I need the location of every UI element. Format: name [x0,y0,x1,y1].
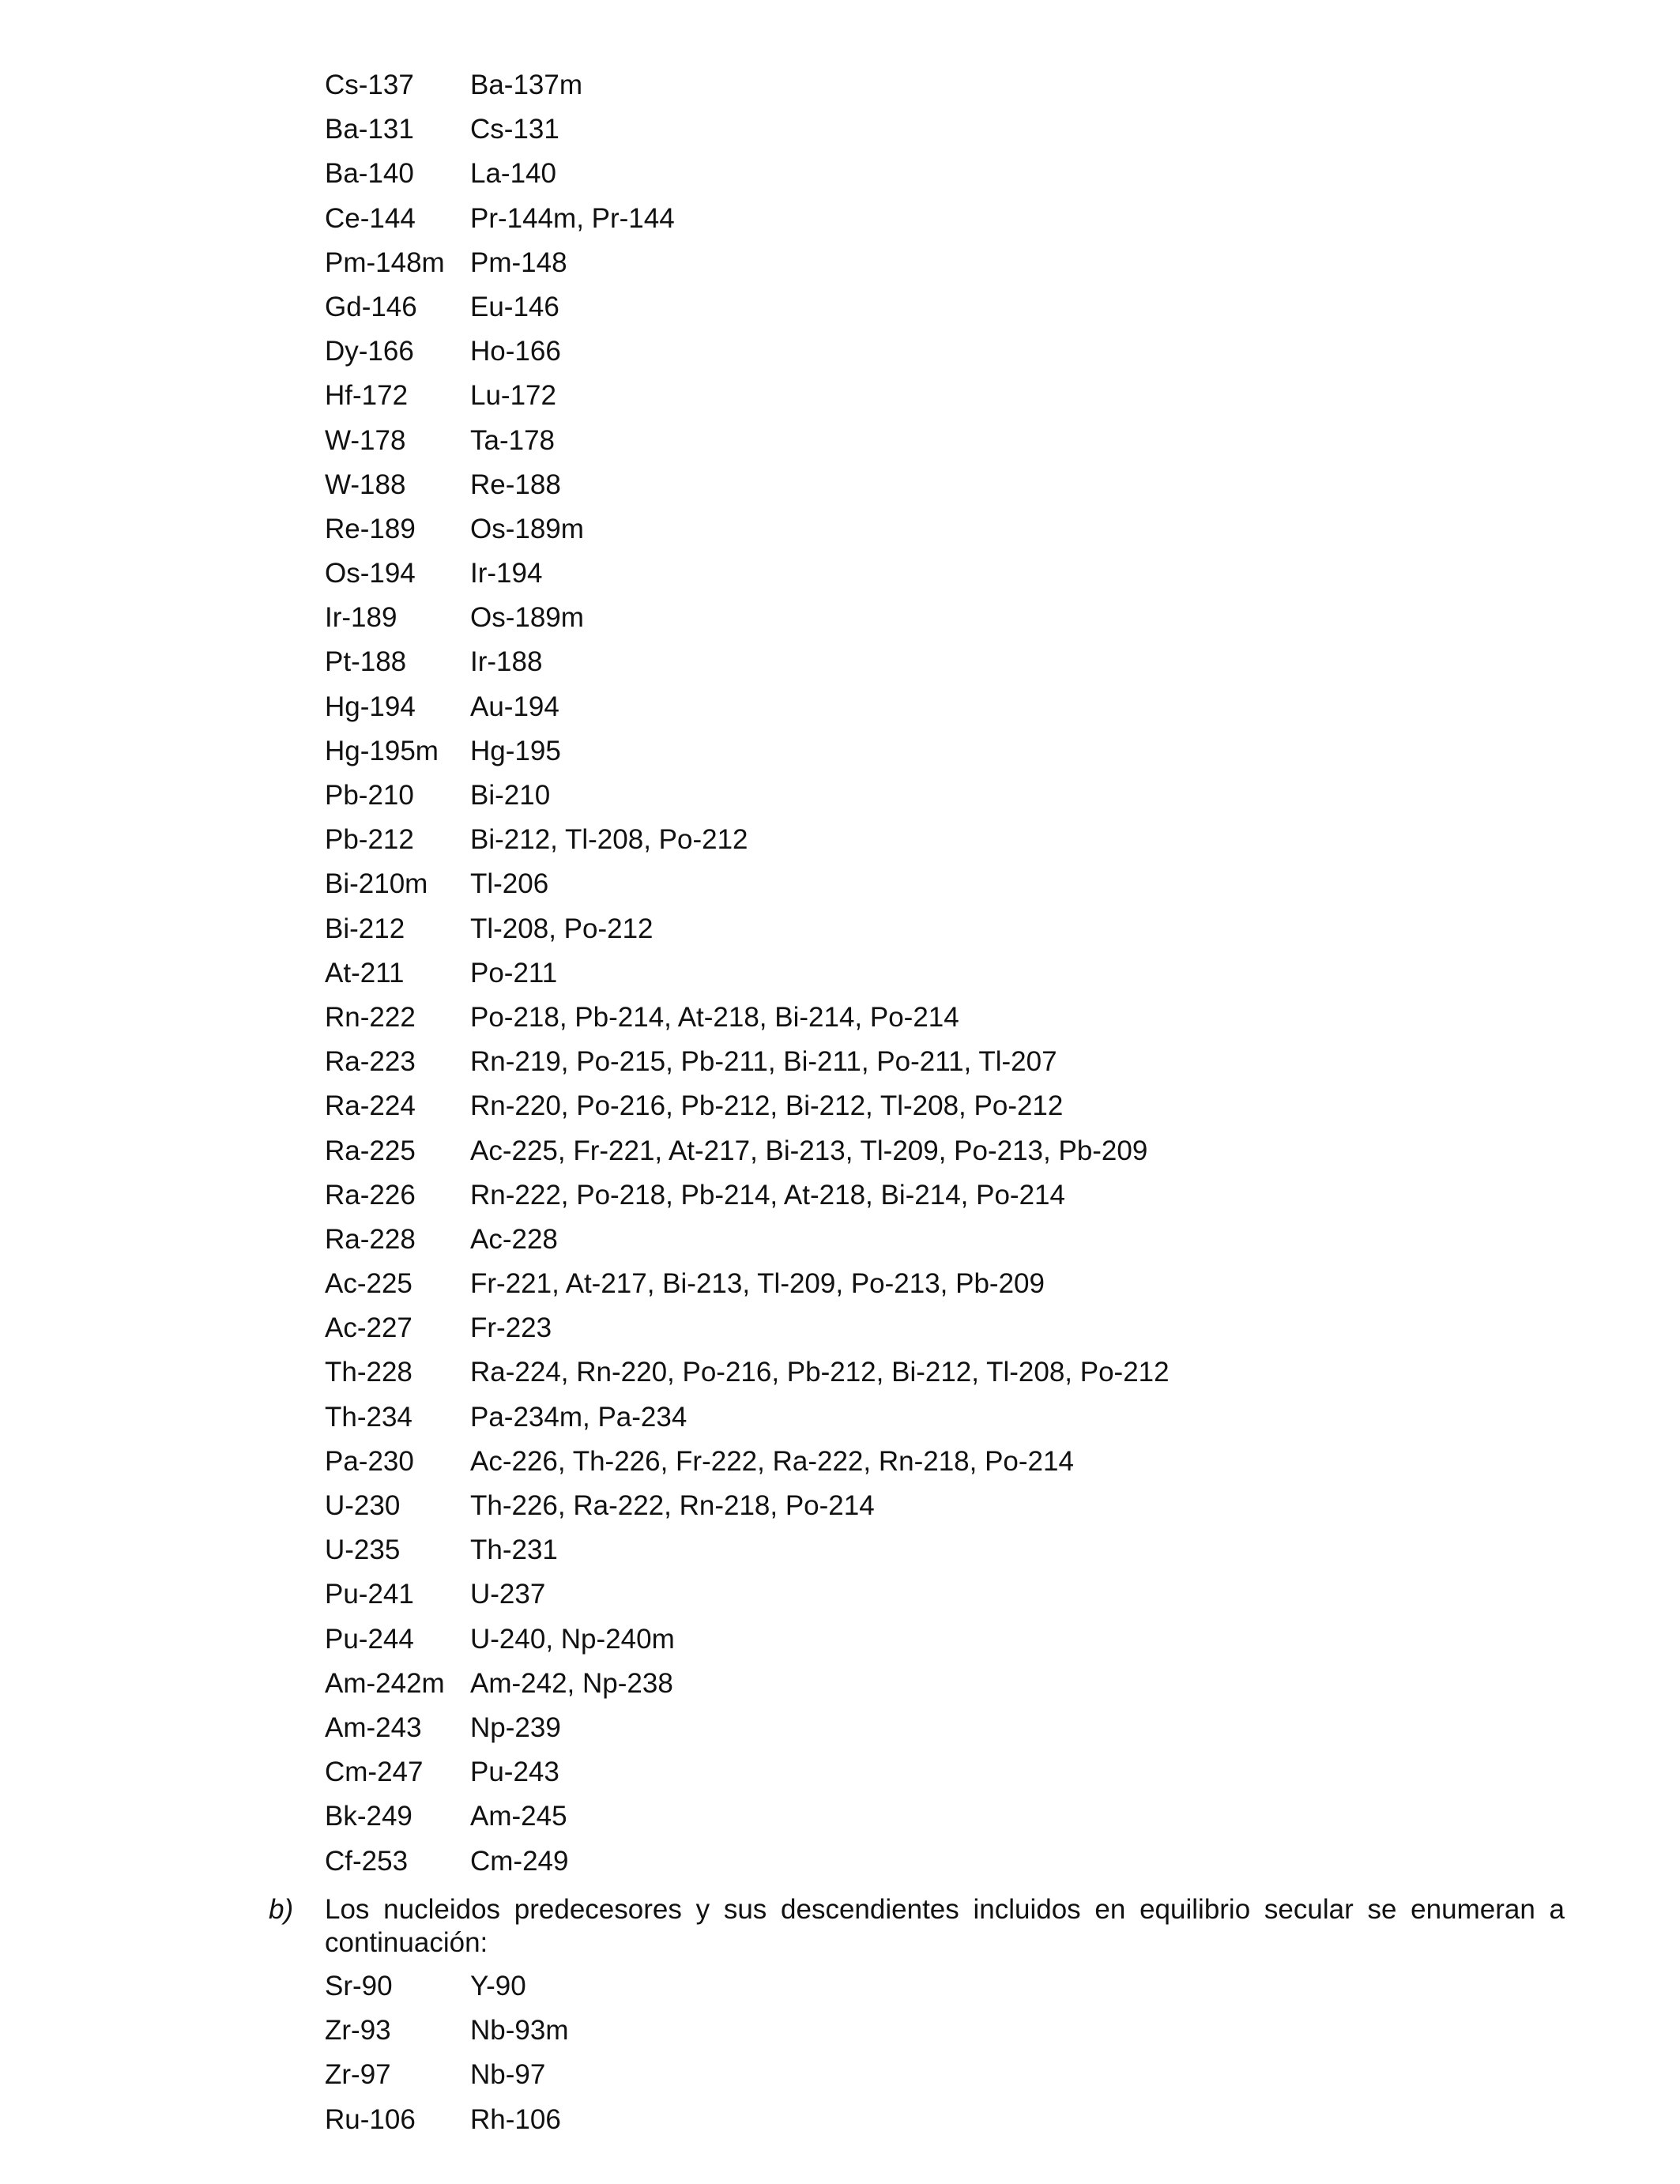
nuclide-row [325,1040,1565,1084]
parent-nuclide: U-230 [325,1490,401,1521]
parent-nuclide: Pt-188 [325,646,407,678]
descendant-nuclides: Rn-222, Po-218, Pb-214, At-218, Bi-214, Po-214 [470,1179,1065,1211]
descendant-nuclides: Th-231 [470,1534,558,1566]
nuclide-row [325,1484,1565,1528]
parent-nuclide: Zr-93 [325,2015,391,2047]
parent-nuclide: Ra-226 [325,1179,416,1211]
descendant-nuclides: Tl-208, Po-212 [470,913,654,944]
descendant-nuclides: Fr-223 [470,1312,552,1344]
nuclide-row [325,107,1565,152]
parent-nuclide: Bi-212 [325,913,405,944]
nuclide-row [325,1528,1565,1572]
parent-nuclide: Am-243 [325,1711,422,1743]
descendant-nuclides: Lu-172 [470,380,556,412]
section-b-text: Los nucleidos predecesores y sus descendientes incluidos en equilibrio secular se enumeran a continuación: [325,1894,1565,1958]
descendant-nuclides: Hg-195 [470,735,561,766]
parent-nuclide: Hg-195m [325,735,439,766]
nuclide-row [325,1440,1565,1484]
parent-nuclide: U-235 [325,1534,401,1566]
parent-nuclide: Th-234 [325,1401,412,1433]
nuclide-row [325,241,1565,285]
nuclide-row [325,951,1565,996]
parent-nuclide: Cm-247 [325,1757,424,1788]
parent-nuclide: Ba-131 [325,114,414,145]
descendant-nuclides: Re-188 [470,469,561,500]
descendant-nuclides: Ba-137m [470,70,583,100]
descendant-nuclides: Rn-219, Po-215, Pb-211, Bi-211, Po-211, Tl-207 [470,1046,1057,1078]
descendant-nuclides: Ac-225, Fr-221, At-217, Bi-213, Tl-209, Po-213, Pb-209 [470,1135,1148,1166]
nuclide-row [325,1306,1565,1350]
nuclide-row [325,685,1565,729]
descendant-nuclides: Pa-234m, Pa-234 [470,1401,687,1433]
nuclide-row [325,2098,1565,2142]
descendant-nuclides: Bi-210 [470,780,551,811]
parent-nuclide: Ra-225 [325,1135,416,1166]
nuclide-row [325,640,1565,684]
descendant-nuclides: Bi-212, Tl-208, Po-212 [470,824,748,856]
nuclide-row [325,1662,1565,1706]
parent-nuclide: Pm-148m [325,247,445,278]
parent-nuclide: Bi-210m [325,868,428,900]
descendant-nuclides: Rn-220, Po-216, Pb-212, Bi-212, Tl-208, Po-212 [470,1090,1064,1122]
descendant-nuclides: Pm-148 [470,247,567,278]
descendant-nuclides: Pr-144m, Pr-144 [470,202,675,234]
nuclide-row [325,374,1565,418]
nuclide-row [325,552,1565,596]
parent-nuclide: Pu-244 [325,1623,414,1655]
nuclide-row [325,1750,1565,1794]
descendant-nuclides: Po-211 [470,957,558,988]
parent-nuclide: Ra-223 [325,1046,416,1078]
nuclide-row [325,907,1565,951]
nuclide-row [325,2053,1565,2097]
nuclide-row [325,463,1565,507]
parent-nuclide: Gd-146 [325,291,417,322]
descendant-nuclides: Y-90 [470,1971,526,2001]
parent-nuclide: Th-228 [325,1357,412,1388]
parent-nuclide: Ce-144 [325,202,416,234]
nuclide-row [325,862,1565,906]
parent-nuclide: Dy-166 [325,336,414,367]
descendant-nuclides: Eu-146 [470,291,559,322]
nuclide-row [325,1964,1565,2009]
nuclide-row [325,596,1565,640]
parent-nuclide: Pu-241 [325,1579,414,1610]
nuclide-row [325,63,1565,107]
descendant-nuclides: Nb-93m [470,2015,569,2047]
parent-nuclide: Ra-224 [325,1090,416,1122]
section-b-marker: b) [269,1894,294,1925]
nuclide-row [325,152,1565,196]
parent-nuclide: Ir-189 [325,602,397,634]
descendant-nuclides: Rh-106 [470,2103,561,2135]
nuclide-row [325,1839,1565,1884]
parent-nuclide: Cs-137 [325,70,414,100]
parent-nuclide: Sr-90 [325,1971,393,2001]
descendant-nuclides: Po-218, Pb-214, At-218, Bi-214, Po-214 [470,1001,959,1033]
nuclide-row [325,774,1565,818]
descendant-nuclides: Ac-226, Th-226, Fr-222, Ra-222, Rn-218, Po-214 [470,1445,1074,1477]
parent-nuclide: Cf-253 [325,1845,409,1877]
parent-nuclide: Bk-249 [325,1801,412,1832]
nuclide-row [325,507,1565,552]
descendant-nuclides: Am-242, Np-238 [470,1667,673,1699]
parent-nuclide: Ru-106 [325,2103,416,2135]
nuclide-row [325,818,1565,862]
descendant-nuclides: Th-226, Ra-222, Rn-218, Po-214 [470,1490,875,1521]
nuclide-row [325,1395,1565,1440]
parent-nuclide: Pa-230 [325,1445,414,1477]
parent-nuclide: Os-194 [325,558,416,589]
nuclide-row [325,1617,1565,1662]
descendant-nuclides: Cs-131 [470,114,559,145]
parent-nuclide: Hg-194 [325,691,416,722]
descendant-nuclides: Am-245 [470,1801,567,1832]
descendant-nuclides: Ho-166 [470,336,561,367]
descendant-nuclides: Ac-228 [470,1223,558,1255]
nuclide-row [325,1129,1565,1173]
parent-nuclide: Zr-97 [325,2059,391,2091]
nuclide-list-b [325,1964,1565,2142]
descendant-nuclides: U-237 [470,1579,546,1610]
nuclide-row [325,419,1565,463]
nuclide-row [325,1706,1565,1750]
nuclide-row [325,729,1565,774]
descendant-nuclides: U-240, Np-240m [470,1623,675,1655]
parent-nuclide: W-178 [325,424,406,456]
descendant-nuclides: Cm-249 [470,1845,569,1877]
parent-nuclide: Pb-210 [325,780,414,811]
nuclide-row [325,1350,1565,1395]
nuclide-row [325,197,1565,241]
nuclide-row [325,1173,1565,1218]
descendant-nuclides: Ra-224, Rn-220, Po-216, Pb-212, Bi-212, Tl-208, Po-212 [470,1357,1170,1388]
parent-nuclide: Ac-225 [325,1268,412,1300]
descendant-nuclides: Nb-97 [470,2059,546,2091]
nuclide-list-a [325,63,1565,1884]
descendant-nuclides: La-140 [470,158,556,190]
descendant-nuclides: Ta-178 [470,424,556,456]
parent-nuclide: Pb-212 [325,824,414,856]
descendant-nuclides: Fr-221, At-217, Bi-213, Tl-209, Po-213, Pb-209 [470,1268,1045,1300]
nuclide-row [325,285,1565,329]
parent-nuclide: Hf-172 [325,380,409,412]
nuclide-row [325,329,1565,374]
parent-nuclide: Ba-140 [325,158,414,190]
descendant-nuclides: Pu-243 [470,1757,559,1788]
nuclide-row [325,1572,1565,1617]
parent-nuclide: Ac-227 [325,1312,412,1344]
descendant-nuclides: Tl-206 [470,868,549,900]
descendant-nuclides: Ir-188 [470,646,543,678]
descendant-nuclides: Os-189m [470,602,584,634]
parent-nuclide: Rn-222 [325,1001,416,1033]
nuclide-row [325,996,1565,1040]
nuclide-row [325,1218,1565,1262]
parent-nuclide: Am-242m [325,1667,445,1699]
parent-nuclide: W-188 [325,469,406,500]
descendant-nuclides: Au-194 [470,691,559,722]
nuclide-row [325,1084,1565,1128]
parent-nuclide: At-211 [325,957,405,988]
parent-nuclide: Ra-228 [325,1223,416,1255]
descendant-nuclides: Ir-194 [470,558,543,589]
descendant-nuclides: Os-189m [470,513,584,544]
nuclide-row [325,1262,1565,1306]
descendant-nuclides: Np-239 [470,1711,561,1743]
parent-nuclide: Re-189 [325,513,416,544]
nuclide-row [325,1794,1565,1839]
nuclide-row [325,2009,1565,2053]
